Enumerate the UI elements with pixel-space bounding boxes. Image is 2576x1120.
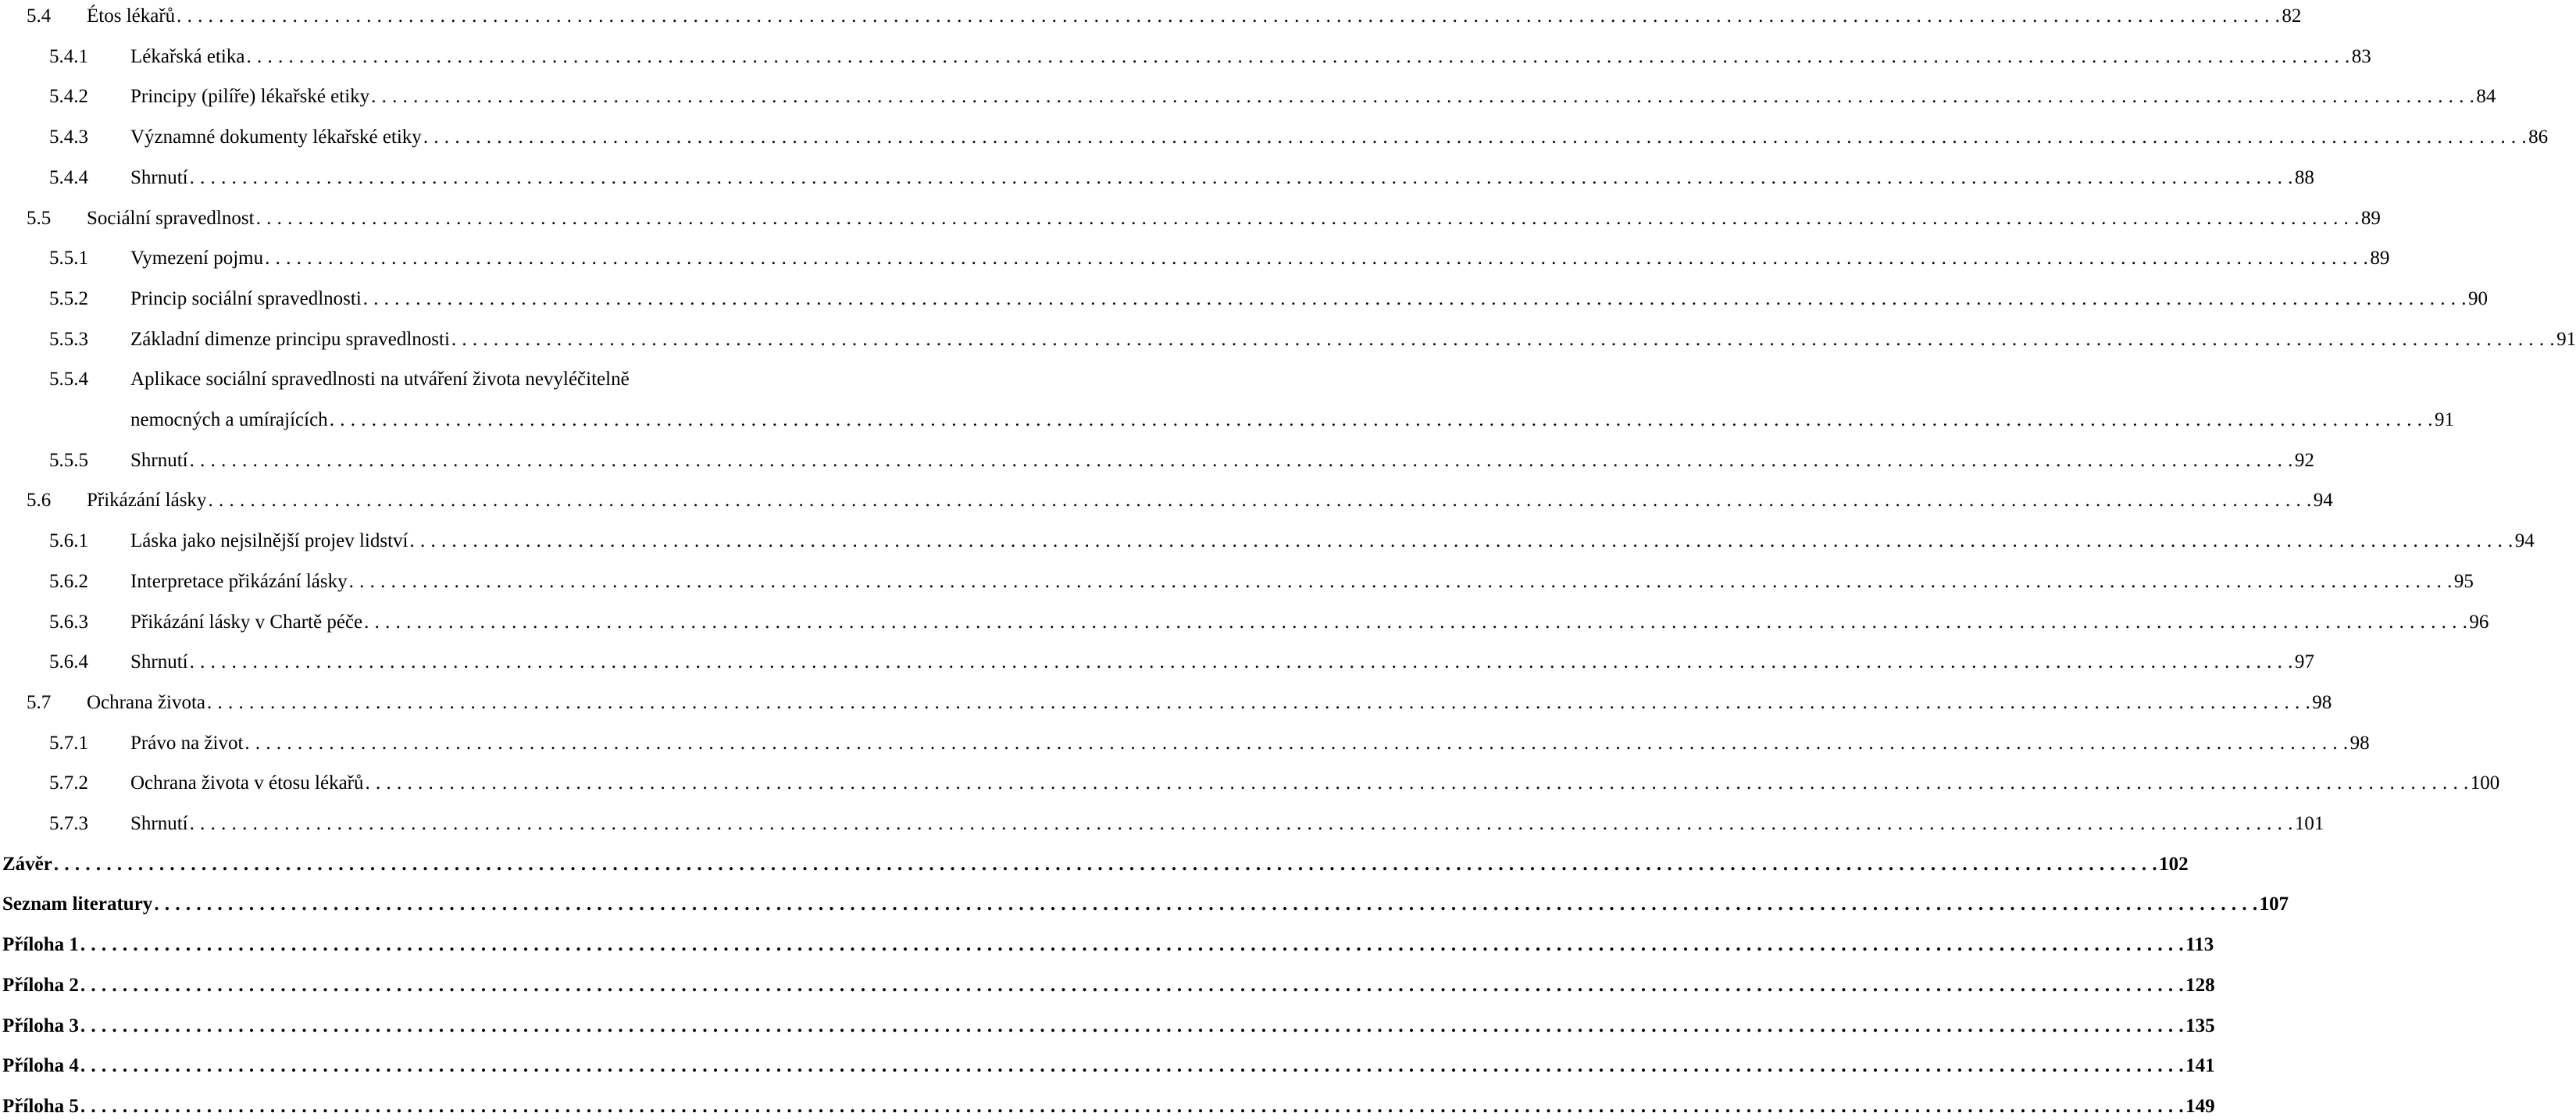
toc-entry-line xyxy=(87,3,2302,30)
toc-entry-line xyxy=(2,1093,2215,1120)
dot-leader: . . . . . . . . . . . . . . . . . . . . . . . . . . . . . . . . . . . . . . . . . . . . . . . . . . . . . . . . . . . . . . . . . . . . . . . . . . . . . . . . . . . . . . . . . . . . . . . . . . . . . . . . . . . . . . . . . . . . . . . . . . . . . . . . . . . . . . . . . . . . . . . . . . . . . . . . . . . . . . . . . . . . . . . . . . . . . . . . . . . . . . . . . . . . . . . . . . . . . . . . xyxy=(362,287,2467,309)
toc-entry-number: 5.4.4 xyxy=(49,166,88,188)
toc-entry-line xyxy=(130,448,2314,474)
toc-entry-number: 5.4.3 xyxy=(49,127,88,148)
toc-entry[interactable] xyxy=(0,1093,2215,1120)
toc-entry-page-number: 88 xyxy=(2294,166,2314,188)
toc-entry-number: 5.4.1 xyxy=(49,45,88,67)
toc-entry-line xyxy=(87,487,2333,514)
toc-entry[interactable] xyxy=(0,730,2370,757)
toc-entry[interactable] xyxy=(0,932,2214,958)
toc-entry-title: Ochrana života xyxy=(87,691,206,713)
toc-entry-number: 5.6.1 xyxy=(49,530,88,552)
toc-entry-title: Shrnutí xyxy=(130,651,188,673)
toc-entry-line xyxy=(2,972,2215,999)
toc-entry-line xyxy=(130,245,2390,272)
toc-entry-page-number: 100 xyxy=(2470,772,2500,794)
toc-entry-line xyxy=(130,407,2454,433)
toc-entry-number: 5.5 xyxy=(27,207,52,229)
toc-entry-number: 5.5.5 xyxy=(49,449,88,471)
toc-entry-title: Přikázání lásky v Chartě péče xyxy=(130,611,363,633)
dot-leader: . . . . . . . . . . . . . . . . . . . . . . . . . . . . . . . . . . . . . . . . . . . . . . . . . . . . . . . . . . . . . . . . . . . . . . . . . . . . . . . . . . . . . . . . . . . . . . . . . . . . . . . . . . . . . . . . . . . . . . . . . . . . . . . . . . . . . . . . . . . . . . . . . . . . . . . . . . . . . . . . . . . . . . . . . . . . . . . . . . . . . . . . . . . . . . . . . . . . . . . . xyxy=(208,490,2312,512)
toc-entry-title: Příloha 2 xyxy=(2,974,79,996)
toc-entry-title: Příloha 1 xyxy=(2,934,79,956)
toc-entry-line xyxy=(130,811,2324,837)
toc-entry-line xyxy=(130,609,2489,636)
dot-leader: . . . . . . . . . . . . . . . . . . . . . . . . . . . . . . . . . . . . . . . . . . . . . . . . . . . . . . . . . . . . . . . . . . . . . . . . . . . . . . . . . . . . . . . . . . . . . . . . . . . . . . . . . . . . . . . . . . . . . . . . . . . . . . . . . . . . . . . . . . . . . . . . . . . . . . . . . . . . . . . . . . . . . . . . . . . . . . . . . . . . . . . . . . . . . . . . . . . . . . . . xyxy=(53,853,2158,875)
toc-entry-page-number: 95 xyxy=(2453,570,2474,592)
dot-leader: . . . . . . . . . . . . . . . . . . . . . . . . . . . . . . . . . . . . . . . . . . . . . . . . . . . . . . . . . . . . . . . . . . . . . . . . . . . . . . . . . . . . . . . . . . . . . . . . . . . . . . . . . . . . . . . . . . . . . . . . . . . . . . . . . . . . . . . . . . . . . . . . . . . . . . . . . . . . . . . . . . . . . . . . . . . . . . . . . . . . . . . . . . . . . . . . . . . . . . . . xyxy=(348,570,2453,592)
dot-leader: . . . . . . . . . . . . . . . . . . . . . . . . . . . . . . . . . . . . . . . . . . . . . . . . . . . . . . . . . . . . . . . . . . . . . . . . . . . . . . . . . . . . . . . . . . . . . . . . . . . . . . . . . . . . . . . . . . . . . . . . . . . . . . . . . . . . . . . . . . . . . . . . . . . . . . . . . . . . . . . . . . . . . . . . . . . . . . . . . . . . . . . . . . . . . . . . . . . . . . . . xyxy=(365,772,2469,794)
toc-entry[interactable] xyxy=(0,528,2535,555)
toc-entry-title: Sociální spravedlnost xyxy=(87,207,255,229)
dot-leader: . . . . . . . . . . . . . . . . . . . . . . . . . . . . . . . . . . . . . . . . . . . . . . . . . . . . . . . . . . . . . . . . . . . . . . . . . . . . . . . . . . . . . . . . . . . . . . . . . . . . . . . . . . . . . . . . . . . . . . . . . . . . . . . . . . . . . . . . . . . . . . . . . . . . . . . . . . . . . . . . . . . . . . . . . . . . . . . . . . . . . . . . . . . . . . . . . . . . . . . . xyxy=(80,1015,2185,1036)
toc-entry[interactable] xyxy=(0,3,2302,30)
toc-entry[interactable] xyxy=(0,569,2474,595)
toc-entry-title: Seznam literatury xyxy=(2,894,153,915)
toc-entry-page-number: 94 xyxy=(2514,530,2535,552)
toc-entry-page-number: 86 xyxy=(2528,127,2549,148)
dot-leader: . . . . . . . . . . . . . . . . . . . . . . . . . . . . . . . . . . . . . . . . . . . . . . . . . . . . . . . . . . . . . . . . . . . . . . . . . . . . . . . . . . . . . . . . . . . . . . . . . . . . . . . . . . . . . . . . . . . . . . . . . . . . . . . . . . . . . . . . . . . . . . . . . . . . . . . . . . . . . . . . . . . . . . . . . . . . . . . . . . . . . . . . . . . . . . . . . . . . . . . . xyxy=(189,449,2293,471)
toc-entry-title: Shrnutí xyxy=(130,449,188,471)
dot-leader: . . . . . . . . . . . . . . . . . . . . . . . . . . . . . . . . . . . . . . . . . . . . . . . . . . . . . . . . . . . . . . . . . . . . . . . . . . . . . . . . . . . . . . . . . . . . . . . . . . . . . . . . . . . . . . . . . . . . . . . . . . . . . . . . . . . . . . . . . . . . . . . . . . . . . . . . . . . . . . . . . . . . . . . . . . . . . . . . . . . . . . . . . . . . . . . . . . . . . . . . xyxy=(409,530,2514,552)
toc-entry[interactable] xyxy=(0,811,2324,837)
toc-entry-page-number: 113 xyxy=(2185,934,2214,956)
toc-entry[interactable] xyxy=(0,487,2333,514)
toc-entry-page-number: 89 xyxy=(2360,207,2381,229)
toc-entry-line xyxy=(130,730,2370,757)
toc-entry-page-number: 149 xyxy=(2185,1095,2215,1117)
toc-entry-page-number: 91 xyxy=(2556,328,2576,350)
toc-entry-line xyxy=(130,528,2535,555)
toc-entry[interactable] xyxy=(0,770,2500,797)
toc-entry-title: Interpretace přikázání lásky xyxy=(130,570,348,592)
toc-entry-page-number: 94 xyxy=(2313,490,2333,512)
toc-entry-title: Shrnutí xyxy=(130,166,188,188)
toc-entry-line xyxy=(130,165,2314,191)
dot-leader: . . . . . . . . . . . . . . . . . . . . . . . . . . . . . . . . . . . . . . . . . . . . . . . . . . . . . . . . . . . . . . . . . . . . . . . . . . . . . . . . . . . . . . . . . . . . . . . . . . . . . . . . . . . . . . . . . . . . . . . . . . . . . . . . . . . . . . . . . . . . . . . . . . . . . . . . . . . . . . . . . . . . . . . . . . . . . . . . . . . . . . . . . . . . . . . . . . . . . . . . xyxy=(244,732,2349,754)
toc-entry-title: nemocných a umírajících xyxy=(130,409,328,430)
toc-entry-page-number: 101 xyxy=(2294,813,2324,834)
dot-leader: . . . . . . . . . . . . . . . . . . . . . . . . . . . . . . . . . . . . . . . . . . . . . . . . . . . . . . . . . . . . . . . . . . . . . . . . . . . . . . . . . . . . . . . . . . . . . . . . . . . . . . . . . . . . . . . . . . . . . . . . . . . . . . . . . . . . . . . . . . . . . . . . . . . . . . . . . . . . . . . . . . . . . . . . . . . . . . . . . . . . . . . . . . . . . . . . . . . . . . . . xyxy=(329,409,2433,430)
toc-entry-number: 5.7.1 xyxy=(49,732,88,754)
toc-entry-line xyxy=(130,366,747,393)
dot-leader: . . . . . . . . . . . . . . . . . . . . . . . . . . . . . . . . . . . . . . . . . . . . . . . . . . . . . . . . . . . . . . . . . . . . . . . . . . . . . . . . . . . . . . . . . . . . . . . . . . . . . . . . . . . . . . . . . . . . . . . . . . . . . . . . . . . . . . . . . . . . . . . . . . . . . . . . . . . . . . . . . . . . . . . . . . . . . . . . . . . . . . . . . . . . . . . . . . . . . . . . xyxy=(177,5,2281,27)
toc-entry-number: 5.5.4 xyxy=(49,369,88,391)
toc-entry-line xyxy=(87,205,2381,232)
toc-entry-line xyxy=(2,851,2189,878)
toc-entry-title: Principy (pilíře) lékařské etiky xyxy=(130,86,370,108)
toc-entry-page-number: 96 xyxy=(2469,611,2489,633)
toc-entry-title: Lékařská etika xyxy=(130,45,245,67)
toc-entry-title: Významné dokumenty lékařské etiky xyxy=(130,127,422,148)
toc-entry-page-number: 98 xyxy=(2312,691,2332,713)
toc-entry[interactable] xyxy=(0,124,2549,151)
dot-leader: . . . . . . . . . . . . . . . . . . . . . . . . . . . . . . . . . . . . . . . . . . . . . . . . . . . . . . . . . . . . . . . . . . . . . . . . . . . . . . . . . . . . . . . . . . . . . . . . . . . . . . . . . . . . . . . . . . . . . . . . . . . . . . . . . . . . . . . . . . . . . . . . . . . . . . . . . . . . . . . . . . . . . . . . . . . . . . . . . . . . . . . . . . . . . . . . . . . . . . . . xyxy=(364,611,2468,633)
toc-entry-page-number: 128 xyxy=(2185,974,2215,996)
dot-leader: . . . . . . . . . . . . . . . . . . . . . . . . . . . . . . . . . . . . . . . . . . . . . . . . . . . . . . . . . . . . . . . . . . . . . . . . . . . . . . . . . . . . . . . . . . . . . . . . . . . . . . . . . . . . . . . . . . . . . . . . . . . . . . . . . . . . . . . . . . . . . . . . . . . . . . . . . . . . . . . . . . . . . . . . . . . . . . . . . . . . . . . . . . . . . . . . . . . . . . . . xyxy=(246,45,2350,67)
toc-entry-title: Příloha 5 xyxy=(2,1095,79,1117)
dot-leader: . . . . . . . . . . . . . . . . . . . . . . . . . . . . . . . . . . . . . . . . . . . . . . . . . . . . . . . . . . . . . . . . . . . . . . . . . . . . . . . . . . . . . . . . . . . . . . . . . . . . . . . . . . . . . . . . . . . . . . . . . . . . . . . . . . . . . . . . . . . . . . . . . . . . . . . . . . . . . . . . . . . . . . . . . . . . . . . . . . . . . . . . . . . . . . . . . . . . . . . . xyxy=(451,328,2556,350)
dot-leader: . . . . . . . . . . . . . . . . . . . . . . . . . . . . . . . . . . . . . . . . . . . . . . . . . . . . . . . . . . . . . . . . . . . . . . . . . . . . . . . . . . . . . . . . . . . . . . . . . . . . . . . . . . . . . . . . . . . . . . . . . . . . . . . . . . . . . . . . . . . . . . . . . . . . . . . . . . . . . . . . . . . . . . . . . . . . . . . . . . . . . . . . . . . . . . . . . . . . . . . . xyxy=(80,1095,2185,1117)
toc-entry-line xyxy=(130,286,2489,312)
toc-entry-number: 5.6.2 xyxy=(49,570,88,592)
toc-entry-page-number: 90 xyxy=(2468,287,2489,309)
toc-entry-line xyxy=(2,1053,2215,1079)
toc-entry-page-number: 141 xyxy=(2185,1055,2215,1077)
toc-entry-number: 5.5.3 xyxy=(49,328,88,350)
toc-entry-number: 5.6 xyxy=(27,490,52,512)
toc-entry-line xyxy=(130,326,2576,353)
toc-entry-line xyxy=(130,84,2496,110)
toc-entry-number: 5.5.2 xyxy=(49,287,88,309)
toc-entry-page-number: 97 xyxy=(2294,651,2314,673)
toc-entry-title: Princip sociální spravedlnosti xyxy=(130,287,362,309)
toc-entry[interactable] xyxy=(0,851,2189,878)
toc-entry[interactable] xyxy=(0,366,750,393)
toc-entry[interactable] xyxy=(0,1013,2215,1040)
dot-leader: . . . . . . . . . . . . . . . . . . . . . . . . . . . . . . . . . . . . . . . . . . . . . . . . . . . . . . . . . . . . . . . . . . . . . . . . . . . . . . . . . . . . . . . . . . . . . . . . . . . . . . . . . . . . . . . . . . . . . . . . . . . . . . . . . . . . . . . . . . . . . . . . . . . . . . . . . . . . . . . . . . . . . . . . . . . . . . . . . . . . . . . . . . . . . . . . . . . . . . . . xyxy=(189,166,2293,188)
toc-entry[interactable] xyxy=(0,245,2390,272)
toc-entry-line xyxy=(2,891,2289,918)
dot-leader: . . . . . . . . . . . . . . . . . . . . . . . . . . . . . . . . . . . . . . . . . . . . . . . . . . . . . . . . . . . . . . . . . . . . . . . . . . . . . . . . . . . . . . . . . . . . . . . . . . . . . . . . . . . . . . . . . . . . . . . . . . . . . . . . . . . . . . . . . . . . . . . . . . . . . . . . . . . . . . . . . . . . . . . . . . . . . . . . . . . . . . . . . . . . . . . . . . . . . . . . xyxy=(371,86,2475,108)
toc-entry-number: 5.4 xyxy=(27,5,52,27)
toc-entry-line xyxy=(130,124,2549,151)
toc-entry-title: Vymezení pojmu xyxy=(130,248,264,269)
dot-leader: . . . . . . . . . . . . . . . . . . . . . . . . . . . . . . . . . . . . . . . . . . . . . . . . . . . . . . . . . . . . . . . . . . . . . . . . . . . . . . . . . . . . . . . . . . . . . . . . . . . . . . . . . . . . . . . . . . . . . . . . . . . . . . . . . . . . . . . . . . . . . . . . . . . . . . . . . . . . . . . . . . . . . . . . . . . . . . . . . . . . . . . . . . . . . . . . . . . . . . . . xyxy=(423,127,2528,148)
toc-entry-line xyxy=(87,690,2332,716)
toc-entry-number: 5.7 xyxy=(27,691,52,713)
toc-entry[interactable] xyxy=(0,84,2496,110)
toc-entry-title: Právo na život xyxy=(130,732,244,754)
toc-entry[interactable] xyxy=(0,44,2371,70)
toc-entry[interactable] xyxy=(0,326,2576,353)
toc-entry[interactable] xyxy=(0,891,2289,918)
toc-entry-number: 5.7.3 xyxy=(49,813,88,834)
toc-entry[interactable] xyxy=(0,972,2215,999)
toc-entry-page-number: 102 xyxy=(2159,853,2189,875)
toc-entry-line xyxy=(130,770,2500,797)
toc-entry-title: Základní dimenze principu spravedlnosti xyxy=(130,328,450,350)
toc-entry[interactable] xyxy=(0,649,2314,676)
toc-entry-title: Příloha 4 xyxy=(2,1055,79,1077)
toc-entry-number: 5.6.4 xyxy=(49,651,88,673)
dot-leader: . . . . . . . . . . . . . . . . . . . . . . . . . . . . . . . . . . . . . . . . . . . . . . . . . . . . . . . . . . . . . . . . . . . . . . . . . . . . . . . . . . . . . . . . . . . . . . . . . . . . . . . . . . . . . . . . . . . . . . . . . . . . . . . . . . . . . . . . . . . . . . . . . . . . . . . . . . . . . . . . . . . . . . . . . . . . . . . . . . . . . . . . . . . . . . . . . . . . . . . . xyxy=(255,207,2360,229)
dot-leader: . . . . . . . . . . . . . . . . . . . . . . . . . . . . . . . . . . . . . . . . . . . . . . . . . . . . . . . . . . . . . . . . . . . . . . . . . . . . . . . . . . . . . . . . . . . . . . . . . . . . . . . . . . . . . . . . . . . . . . . . . . . . . . . . . . . . . . . . . . . . . . . . . . . . . . . . . . . . . . . . . . . . . . . . . . . . . . . . . . . . . . . . . . . . . . . . . . . . . . . . xyxy=(80,974,2185,996)
toc-entry[interactable] xyxy=(0,205,2381,232)
toc-entry[interactable] xyxy=(0,448,2314,474)
toc-entry[interactable] xyxy=(0,286,2489,312)
dot-leader: . . . . . . . . . . . . . . . . . . . . . . . . . . . . . . . . . . . . . . . . . . . . . . . . . . . . . . . . . . . . . . . . . . . . . . . . . . . . . . . . . . . . . . . . . . . . . . . . . . . . . . . . . . . . . . . . . . . . . . . . . . . . . . . . . . . . . . . . . . . . . . . . . . . . . . . . . . . . . . . . . . . . . . . . . . . . . . . . . . . . . . . . . . . . . . . . . . . . . . . . xyxy=(154,894,2258,915)
toc-entry-page-number: 91 xyxy=(2434,409,2454,430)
toc-entry[interactable] xyxy=(0,1053,2215,1079)
dot-leader: . . . . . . . . . . . . . . . . . . . . . . . . . . . . . . . . . . . . . . . . . . . . . . . . . . . . . . . . . . . . . . . . . . . . . . . . . . . . . . . . . . . . . . . . . . . . . . . . . . . . . . . . . . . . . . . . . . . . . . . . . . . . . . . . . . . . . . . . . . . . . . . . . . . . . . . . . . . . . . . . . . . . . . . . . . . . . . . . . . . . . . . . . . . . . . . . . . . . . . . . xyxy=(189,813,2293,834)
toc-entry-line xyxy=(130,649,2314,676)
toc-entry-page-number: 98 xyxy=(2349,732,2370,754)
toc-entry-page-number: 135 xyxy=(2185,1015,2215,1036)
toc-entry-title: Shrnutí xyxy=(130,813,188,834)
toc-entry[interactable] xyxy=(0,609,2489,636)
toc-entry-number: 5.6.3 xyxy=(49,611,88,633)
dot-leader: . . . . . . . . . . . . . . . . . . . . . . . . . . . . . . . . . . . . . . . . . . . . . . . . . . . . . . . . . . . . . . . . . . . . . . . . . . . . . . . . . . . . . . . . . . . . . . . . . . . . . . . . . . . . . . . . . . . . . . . . . . . . . . . . . . . . . . . . . . . . . . . . . . . . . . . . . . . . . . . . . . . . . . . . . . . . . . . . . . . . . . . . . . . . . . . . . . . . . . . . xyxy=(265,248,2369,269)
toc-entry[interactable] xyxy=(0,690,2332,716)
dot-leader: . . . . . . . . . . . . . . . . . . . . . . . . . . . . . . . . . . . . . . . . . . . . . . . . . . . . . . . . . . . . . . . . . . . . . . . . . . . . . . . . . . . . . . . . . . . . . . . . . . . . . . . . . . . . . . . . . . . . . . . . . . . . . . . . . . . . . . . . . . . . . . . . . . . . . . . . . . . . . . . . . . . . . . . . . . . . . . . . . . . . . . . . . . . . . . . . . . . . . . . . xyxy=(189,651,2293,673)
toc-entry-page-number: 107 xyxy=(2259,894,2289,915)
toc-entry-line xyxy=(2,932,2214,958)
toc-entry-line xyxy=(2,1013,2215,1040)
dot-leader: . . . . . . . . . . . . . . . . . . . . . . . . . . . . . . . . . . . . . . . . . . . . . . . . . . . . . . . . . . . . . . . . . . . . . . . . . . . . . . . . . . . . . . . . . . . . . . . . . . . . . . . . . . . . . . . . . . . . . . . . . . . . . . . . . . . . . . . . . . . . . . . . . . . . . . . . . . . . . . . . . . . . . . . . . . . . . . . . . . . . . . . . . . . . . . . . . . . . . . . . xyxy=(207,691,2311,713)
toc-entry-page-number: 83 xyxy=(2351,45,2371,67)
toc-entry-title: Ochrana života v étosu lékařů xyxy=(130,772,364,794)
toc-entry-line xyxy=(130,44,2371,70)
toc-entry[interactable] xyxy=(0,407,2454,433)
toc-entry-page-number: 84 xyxy=(2476,86,2496,108)
toc-entry-title: Přikázání lásky xyxy=(87,490,207,512)
dot-leader: . . . . . . . . . . . . . . . . . . . . . . . . . . . . . . . . . . . . . . . . . . . . . . . . . . . . . . . . . . . . . . . . . . . . . . . . . . . . . . . . . . . . . . . . . . . . . . . . . . . . . . . . . . . . . . . . . . . . . . . . . . . . . . . . . . . . . . . . . . . . . . . . . . . . . . . . . . . . . . . . . . . . . . . . . . . . . . . . . . . . . . . . . . . . . . . . . . . . . . . . xyxy=(80,1055,2185,1077)
toc-entry-line xyxy=(130,569,2474,595)
toc-entry-page-number: 92 xyxy=(2294,449,2314,471)
toc-entry-title: Příloha 3 xyxy=(2,1015,79,1036)
toc-entry-page-number: 82 xyxy=(2282,5,2302,27)
toc-entry-title: Závěr xyxy=(2,853,52,875)
toc-entry-page-number: 89 xyxy=(2370,248,2390,269)
toc-entry-number: 5.4.2 xyxy=(49,86,88,108)
toc-entry-number: 5.5.1 xyxy=(49,248,88,269)
dot-leader: . . . . . . . . . . . . . . . . . . . . . . . . . . . . . . . . . . . . . . . . . . . . . . . . . . . . . . . . . . . . . . . . . . . . . . . . . . . . . . . . . . . . . . . . . . . . . . . . . . . . . . . . . . . . . . . . . . . . . . . . . . . . . . . . . . . . . . . . . . . . . . . . . . . . . . . . . . . . . . . . . . . . . . . . . . . . . . . . . . . . . . . . . . . . . . . . . . . . . . . . xyxy=(80,934,2185,956)
toc-entry[interactable] xyxy=(0,165,2314,191)
toc-entry-title: Étos lékařů xyxy=(87,5,176,27)
toc-entry-number: 5.7.2 xyxy=(49,772,88,794)
toc-entry-title: Aplikace sociální spravedlnosti na utváření života nevyléčitelně xyxy=(130,369,630,391)
toc-entry-title: Láska jako nejsilnější projev lidství xyxy=(130,530,409,552)
